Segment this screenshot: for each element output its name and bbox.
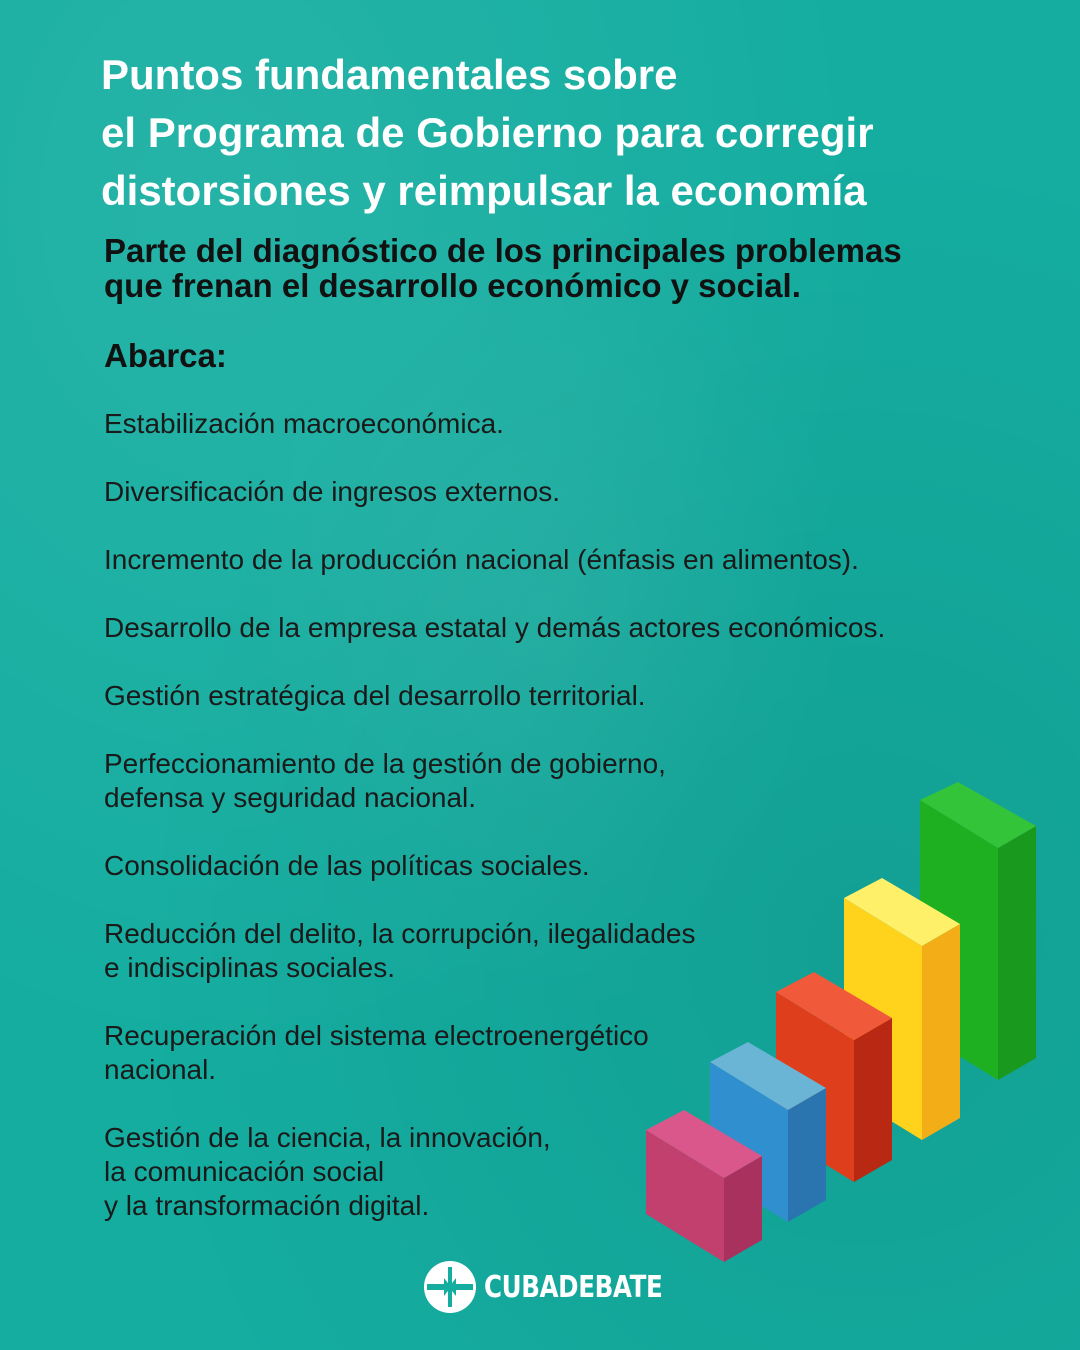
- list-item: Diversificación de ingresos externos.: [104, 476, 560, 507]
- list-item: Consolidación de las políticas sociales.: [104, 850, 590, 881]
- bar-chart-illustration: [640, 780, 1040, 1270]
- subtitle: [104, 233, 1004, 303]
- brand-name: CUBADEBATE: [484, 1269, 663, 1305]
- bar-blue-side: [788, 1088, 826, 1222]
- subtitle-line-2: que frenan el desarrollo económico y social.: [104, 267, 801, 304]
- list-item: Reducción del delito, la corrupción, ilegalidades e indisciplinas sociales.: [104, 918, 696, 983]
- brand-logo: [424, 1260, 702, 1314]
- bar-yellow-side: [922, 924, 960, 1140]
- list-item: Estabilización macroeconómica.: [104, 408, 504, 439]
- title-line-3: distorsiones y reimpulsar la economía: [101, 167, 867, 214]
- list-item: Recuperación del sistema electroenergético nacional.: [104, 1020, 649, 1085]
- bar-green-side: [998, 826, 1036, 1080]
- title-line-1: Puntos fundamentales sobre: [101, 51, 678, 98]
- list-item: Desarrollo de la empresa estatal y demás actores económicos.: [104, 612, 886, 643]
- section-label: Abarca:: [104, 337, 227, 374]
- bar-red-side: [854, 1018, 892, 1182]
- cubadebate-arrows-icon: [424, 1261, 476, 1313]
- subtitle-line-1: Parte del diagnóstico de los principales problemas: [104, 232, 902, 269]
- list-item: Incremento de la producción nacional (énfasis en alimentos).: [104, 544, 859, 575]
- page-title: [101, 46, 1001, 220]
- list-item: Gestión estratégica del desarrollo territorial.: [104, 680, 646, 711]
- list-item: Gestión de la ciencia, la innovación, la comunicación social y la transformación digital.: [104, 1122, 551, 1221]
- title-line-2: el Programa de Gobierno para corregir: [101, 109, 874, 156]
- list-item: Perfeccionamiento de la gestión de gobierno, defensa y seguridad nacional.: [104, 748, 666, 813]
